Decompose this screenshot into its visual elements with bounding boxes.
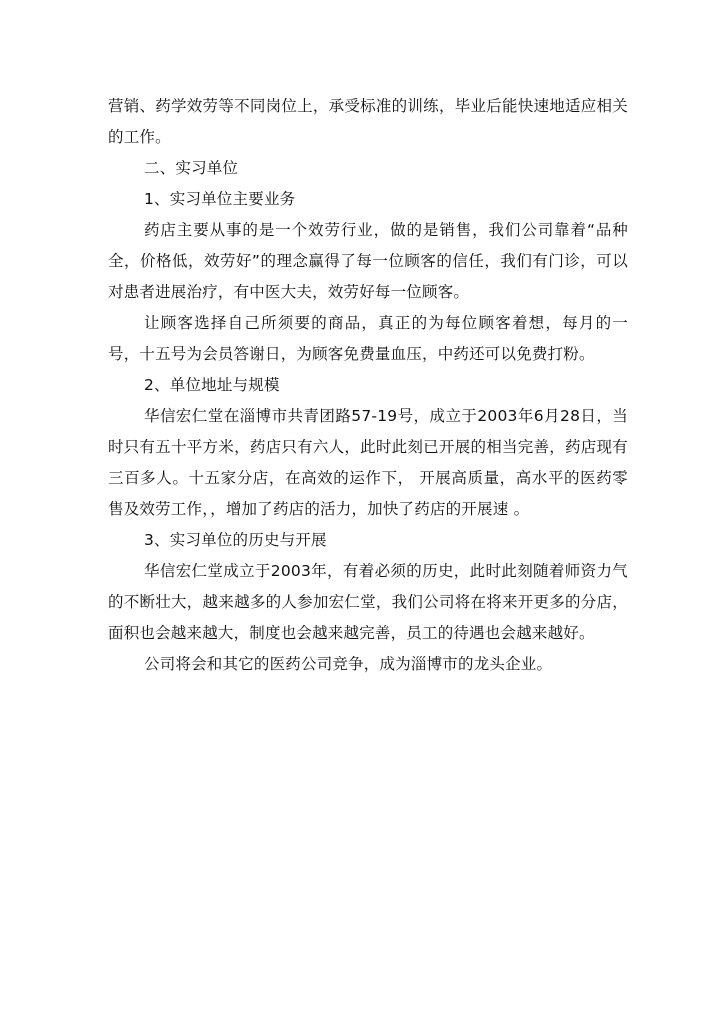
paragraph-continuation: 营销、药学效劳等不同岗位上，承受标准的训练，毕业后能快速地适应相关的工作。 bbox=[108, 97, 628, 146]
subheading-history-development: 3、实习单位的历史与开展 bbox=[144, 531, 327, 549]
paragraph-competition: 公司将会和其它的医药公司竞争，成为淄博市的龙头企业。 bbox=[144, 655, 553, 673]
section-heading-internship-unit: 二、实习单位 bbox=[144, 159, 239, 177]
paragraph-address-scale: 华信宏仁堂在淄博市共青团路57-19号，成立于2003年6月28日，当时只有五十平方米，药店只有六人，此时此刻已开展的相当完善，药店现有三百多人。十五家分店，在高效的运作下， 开展高质量，高水平的医药零售及效劳工作，，增加了药店的活力，加快了药店的开展速 。 bbox=[108, 407, 628, 518]
paragraph-customer-service: 让顾客选择自己所须要的商品，真正的为每位顾客着想，每月的一号，十五号为会员答谢日，为顾客免费量血压，中药还可以免费打粉。 bbox=[108, 314, 628, 363]
paragraph-main-business: 药店主要从事的是一个效劳行业，做的是销售，我们公司靠着“品种全，价格低，效劳好”的理念赢得了每一位顾客的信任，我们有门诊，可以对患者进展治疗，有中医大夫，效劳好每一位顾客。 bbox=[108, 221, 628, 301]
subheading-address-scale: 2、单位地址与规模 bbox=[144, 376, 280, 394]
document-body bbox=[108, 91, 628, 680]
subheading-main-business: 1、实习单位主要业务 bbox=[144, 190, 296, 208]
paragraph-history-development: 华信宏仁堂成立于2003年，有着必须的历史，此时此刻随着师资力气的不断壮大，越来越多的人参加宏仁堂，我们公司将在将来开更多的分店，面积也会越来越大，制度也会越来越完善，员工的待遇也会越来越好。 bbox=[108, 562, 628, 642]
